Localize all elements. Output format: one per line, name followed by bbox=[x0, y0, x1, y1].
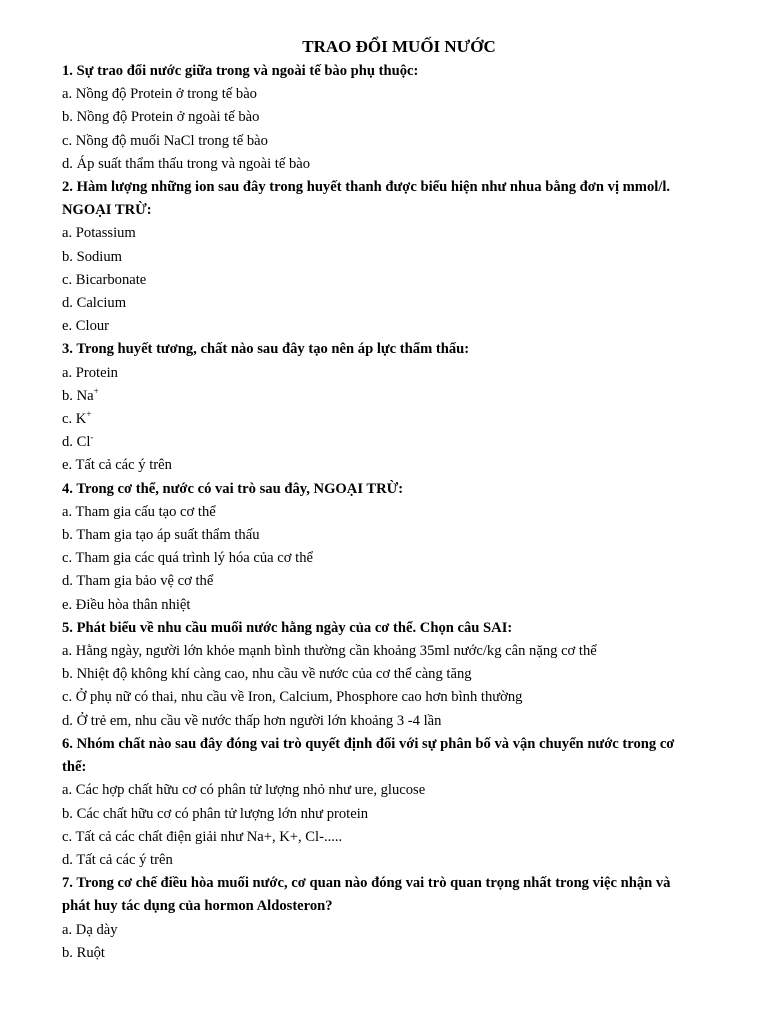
question-7-option-a: a. Dạ dày bbox=[62, 921, 118, 938]
question-2-option-b: b. Sodium bbox=[62, 248, 123, 265]
question-2-option-c: c. Bicarbonate bbox=[62, 271, 147, 288]
question-3-option-c bbox=[62, 408, 724, 431]
option-superscript: + bbox=[86, 409, 92, 420]
question-7-stem-line2: phát huy tác dụng của hormon Aldosteron? bbox=[62, 898, 333, 915]
question-5-option-a: a. Hằng ngày, người lớn khỏe mạnh bình thường cần khoảng 35ml nước/kg cân nặng cơ thể bbox=[62, 643, 597, 660]
quiz-page bbox=[62, 36, 724, 965]
question-4-option-d: d. Tham gia bảo vệ cơ thể bbox=[62, 573, 214, 590]
question-3-option-a bbox=[62, 362, 724, 385]
question-6-option-d: d. Tất cả các ý trên bbox=[62, 851, 173, 868]
question-1-option-c: c. Nồng độ muối NaCl trong tế bào bbox=[62, 132, 268, 149]
question-3-option-e bbox=[62, 454, 724, 477]
question-5-stem: 5. Phát biểu về nhu cầu muối nước hằng ngày của cơ thể. Chọn câu SAI: bbox=[62, 619, 513, 636]
question-2-option-e: e. Clour bbox=[62, 318, 110, 335]
question-5-option-c: c. Ở phụ nữ có thai, nhu cầu về Iron, Calcium, Phosphore cao hơn bình thường bbox=[62, 689, 523, 706]
question-1-stem: 1. Sự trao đổi nước giữa trong và ngoài tế bào phụ thuộc: bbox=[62, 63, 419, 79]
question-4-option-b: b. Tham gia tạo áp suất thẩm thấu bbox=[62, 527, 260, 544]
option-superscript: - bbox=[90, 432, 94, 443]
page-title: TRAO ĐỔI MUỐI NƯỚC bbox=[302, 37, 496, 56]
question-7-option-b: b. Ruột bbox=[62, 944, 105, 961]
question-7-stem: 7. Trong cơ chế điều hòa muối nước, cơ quan nào đóng vai trò quan trọng nhất trong việc nhận và bbox=[62, 875, 671, 892]
question-2-stem: 2. Hàm lượng những ion sau đây trong huyết thanh được biểu hiện như nhua bằng đơn vị mmol/l. bbox=[62, 179, 671, 196]
option-text: e. Tất cả các ý trên bbox=[62, 457, 172, 474]
option-text: c. K bbox=[62, 411, 87, 428]
question-6-stem: 6. Nhóm chất nào sau đây đóng vai trò quyết định đối với sự phân bố và vận chuyển nước trong cơ bbox=[62, 735, 675, 752]
option-text: a. Protein bbox=[62, 364, 118, 381]
option-superscript: + bbox=[93, 385, 99, 396]
option-text: d. Cl bbox=[62, 434, 91, 451]
question-6-option-c: c. Tất cả các chất điện giải như Na+, K+, Cl-..... bbox=[62, 828, 343, 845]
question-4-option-c: c. Tham gia các quá trình lý hóa của cơ thể bbox=[62, 550, 313, 567]
question-6-stem-line2: thể: bbox=[62, 759, 87, 776]
question-6-option-b: b. Các chất hữu cơ có phân tử lượng lớn như protein bbox=[62, 805, 369, 822]
question-3-option-b bbox=[62, 385, 724, 408]
question-2-stem-line2: NGOẠI TRỪ: bbox=[62, 202, 152, 219]
question-4-option-a: a. Tham gia cấu tạo cơ thể bbox=[62, 503, 216, 520]
question-4-option-e: e. Điều hòa thân nhiệt bbox=[62, 596, 191, 613]
question-5-option-b: b. Nhiệt độ không khí càng cao, nhu cầu về nước của cơ thể càng tăng bbox=[62, 666, 472, 683]
question-3-stem: 3. Trong huyết tương, chất nào sau đây tạo nên áp lực thẩm thấu: bbox=[62, 341, 470, 358]
question-2-option-a: a. Potassium bbox=[62, 225, 136, 242]
question-6-option-a: a. Các hợp chất hữu cơ có phân tử lượng nhỏ như ure, glucose bbox=[62, 782, 426, 799]
question-4-stem: 4. Trong cơ thể, nước có vai trò sau đây, NGOẠI TRỪ: bbox=[62, 480, 404, 497]
question-3-option-d bbox=[62, 431, 724, 454]
option-text: b. Na bbox=[62, 387, 94, 404]
question-1-option-d: d. Áp suất thẩm thấu trong và ngoài tế bào bbox=[62, 155, 311, 172]
question-2-option-d: d. Calcium bbox=[62, 295, 127, 312]
question-5-option-d: d. Ở trẻ em, nhu cầu về nước thấp hơn người lớn khoảng 3 -4 lần bbox=[62, 712, 442, 729]
question-1-option-b: b. Nồng độ Protein ở ngoài tế bào bbox=[62, 109, 260, 126]
question-1-option-a: a. Nồng độ Protein ở trong tế bào bbox=[62, 86, 257, 103]
